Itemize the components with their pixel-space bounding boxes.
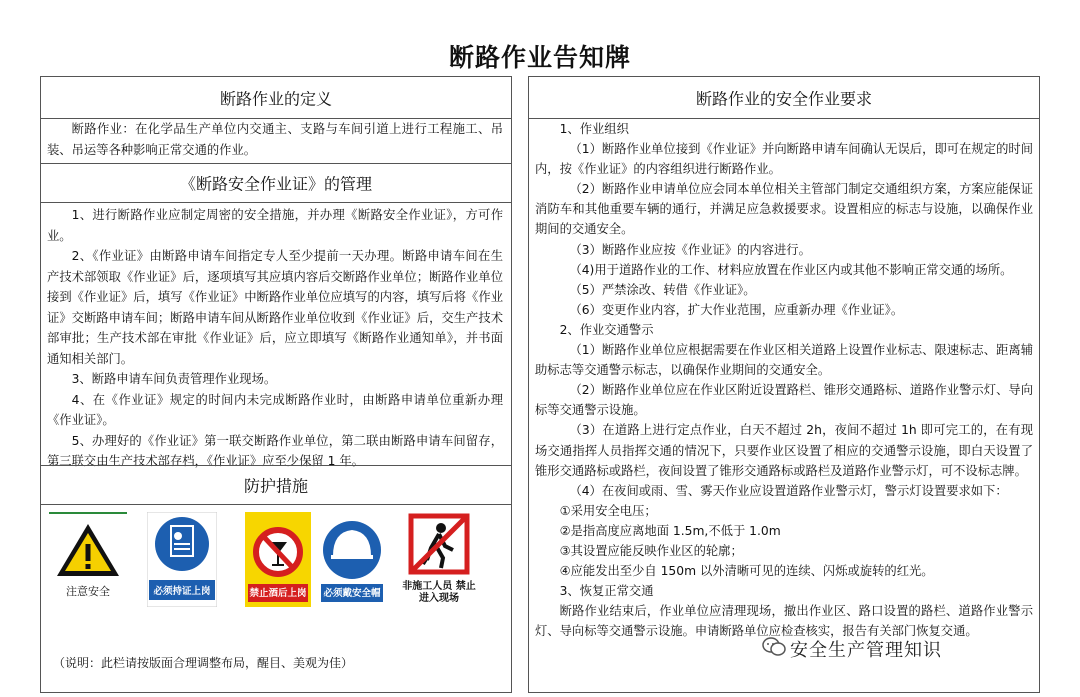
requirement-line: （5）严禁涂改、转借《作业证》。 [569,282,756,297]
management-heading: 《断路安全作业证》的管理 [41,163,511,203]
wechat-icon [762,636,786,658]
definition-text: 断路作业：在化学品生产单位内交通主、支路与车间引道上进行工程施工、吊装、吊运等各种影响正常交通的作业。 [47,122,503,157]
sign-no-entry: 非施工人员 禁止进入现场 [401,512,477,607]
requirement-line: （4)用于道路作业的工作、材料应放置在作业区内或其他不影响正常交通的场所。 [569,262,1013,277]
requirement-line: （1）断路作业单位接到《作业证》并向断路申请车间确认无误后，即可在规定的时间内，按《作业证》的内容组织进行断路作业。 [535,142,1033,177]
requirement-line: ③其设置应能反映作业区的轮廓； [559,543,743,558]
page-title: 断路作业告知牌 [448,43,631,72]
sign-helmet: 必须戴安全帽 [319,512,385,607]
requirement-line: （4）在夜间或雨、雪、雾天作业应设置道路作业警示灯，警示灯设置要求如下： [569,483,1008,498]
requirement-line: 断路作业结束后，作业单位应清理现场，撤出作业区、路口设置的路栏、道路作业警示灯、导向标等交通警示设施。申请断路单位应检查核实，报告有关部门恢复交通。 [535,604,1033,639]
warning-triangle-icon [49,514,127,584]
requirement-line: （2）断路作业申请单位应会同本单位相关主管部门制定交通组织方案，方案应能保证消防车和其他重要车辆的通行，并满足应急救援要求。设置相应的标志与设施，以确保作业期间的交通安全。 [535,182,1033,237]
requirement-line: （1）断路作业单位应根据需要在作业区相关道路上设置作业标志、限速标志、距离辅助标志等交通警示标志，以确保作业期间的交通安全。 [535,343,1033,378]
safety-signs [49,512,509,612]
layout-note: （说明：此栏请按版面合理调整布局，醒目、美观为佳） [53,656,354,670]
protection-heading: 防护措施 [41,465,511,505]
requirements-text [535,119,1033,641]
left-panel [40,76,512,693]
sign-caution: 注意安全 [49,512,127,609]
right-panel [528,76,1040,693]
requirement-line: ②是指高度应离地面 1.5m,不低于 1.0m [559,523,781,538]
requirement-line: （3）断路作业应按《作业证》的内容进行。 [569,242,811,257]
management-text [47,205,503,472]
requirement-line: （6）变更作业内容，扩大作业范围，应重新办理《作业证》。 [569,302,904,317]
management-item: 4、在《作业证》规定的时间内未完成断路作业时，由断路申请单位重新办理《作业证》。 [47,392,503,427]
watermark-text: 安全生产管理知识 [790,640,942,661]
requirement-line: （3）在道路上进行定点作业，白天不超过 2h，夜间不超过 1h 即可完工的，在有现场交通指挥人员指挥交通的情况下，只要作业区设置了相应的交通警示设施，即白天设置了锥形交通路标或路栏，夜间设置了锥形交通路标或路栏及道路作业警示灯，可不设标志牌。 [535,423,1033,478]
requirement-line: 1、作业组织 [559,122,629,136]
no-entry-person-icon [401,512,477,582]
requirement-line: ①采用安全电压； [559,503,657,518]
requirement-line: （2）断路作业单位应在作业区附近设置路栏、锥形交通路标、道路作业警示灯、导向标等交通警示设施。 [535,383,1033,418]
management-item: 2、《作业证》由断路申请车间指定专人至少提前一天办理。断路申请车间在生产技术部领取《作业证》后，逐项填写其应填内容后交断路作业单位；断路作业单位接到《作业证》后，填写《作业证》中断路作业单位应填写的内容，填写后将《作业证》交断路申请车间；断路申请车间从断路作业单位收到《作业证》后，交生产技术部审批；生产技术部在审批《作业证》后，应立即填写《断路作业通知单》，并书面通知相关部门。 [47,249,503,366]
sign-no-drinking: 禁止酒后上岗 [245,512,311,607]
definition-heading: 断路作业的定义 [41,77,511,119]
management-item: 1、进行断路作业应制定周密的安全措施，并办理《断路安全作业证》，方可作业。 [47,208,503,243]
requirement-line: ④应能发出至少自 150m 以外清晰可见的连续、闪烁或旋转的红光。 [559,564,934,579]
requirement-line: 2、作业交通警示 [559,322,654,337]
management-item: 3、断路申请车间负责管理作业现场。 [71,372,277,386]
requirement-line: 3、恢复正常交通 [559,584,654,599]
management-item: 5、办理好的《作业证》第一联交断路作业单位，第二联由断路申请车间留存，第三联交由生产技术部存档，《作业证》应至少保留 1 年。 [47,433,503,468]
requirements-heading: 断路作业的安全作业要求 [529,77,1039,119]
sign-certificate: 必须持证上岗 [147,512,217,607]
